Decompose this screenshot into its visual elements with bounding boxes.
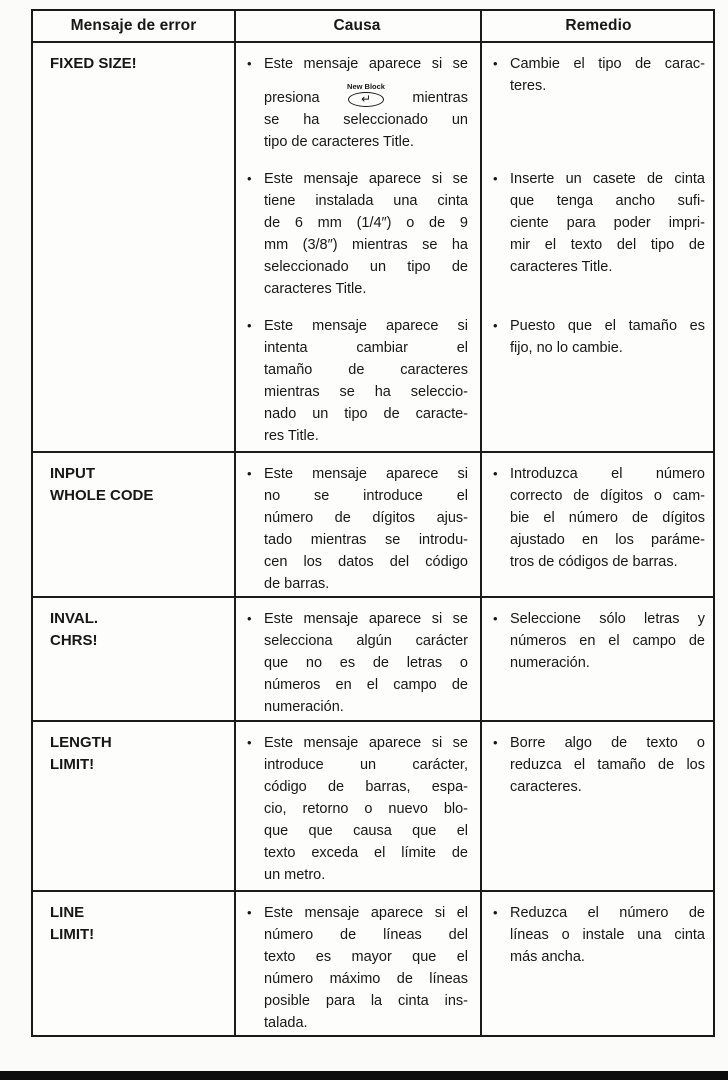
bullet-icon: •	[247, 318, 252, 333]
paragraph	[510, 732, 705, 886]
paragraph	[510, 608, 705, 718]
causa-cell	[234, 168, 480, 300]
text-line: Este mensaje aparece si se	[264, 56, 468, 72]
error-message-text: CHRS!	[50, 632, 98, 649]
text-line: Este mensaje aparece si se	[264, 735, 468, 751]
text-line: Inserte un casete de cinta	[510, 171, 705, 187]
cause-remedy-group	[234, 732, 713, 886]
text-line: mientras se ha seleccio-	[264, 384, 468, 400]
bullet-icon: •	[493, 905, 498, 920]
row-content	[234, 598, 713, 718]
text-line: tipo de caracteres Title.	[264, 134, 414, 150]
error-message-cell	[33, 598, 234, 652]
table-row	[33, 451, 713, 596]
text-line: número máximo de líneas	[264, 971, 468, 987]
causa-cell	[234, 315, 480, 447]
table-row	[33, 43, 713, 451]
error-message-cell	[33, 892, 234, 946]
causa-cell	[234, 463, 480, 595]
key-line-pre-text: presiona	[264, 90, 320, 106]
text-line: numeración.	[510, 655, 590, 671]
text-line: se ha seleccionado un	[264, 112, 468, 128]
remedio-cell	[480, 315, 717, 447]
table-row	[33, 596, 713, 720]
bullet-icon: •	[247, 171, 252, 186]
table-header-row	[33, 11, 713, 43]
paragraph	[510, 168, 705, 300]
new-block-key-label: New Block	[347, 82, 385, 91]
text-line: que tenga ancho sufi-	[510, 193, 705, 209]
paragraph	[510, 315, 705, 447]
text-line: Cambie el tipo de carac-	[510, 56, 705, 72]
remedio-cell	[480, 53, 717, 153]
column-divider	[234, 596, 236, 722]
remedio-cell	[480, 732, 717, 886]
text-line: un metro.	[264, 867, 326, 883]
column-header-remedio: Remedio	[565, 17, 632, 34]
column-header-mensaje-de-error: Mensaje de error	[70, 17, 197, 34]
row-content	[234, 43, 713, 447]
column-divider	[480, 720, 482, 892]
remedio-cell	[480, 168, 717, 300]
paragraph	[510, 902, 705, 1034]
return-key-icon: ↵	[348, 92, 384, 107]
text-line: cen los datos del código	[264, 554, 468, 570]
column-divider	[234, 9, 236, 43]
text-line: Reduzca el número de	[510, 905, 705, 921]
text-line: cio, retorno o nuevo blo-	[264, 801, 468, 817]
error-message-text: INPUT	[50, 465, 95, 482]
error-message-text: WHOLE CODE	[50, 487, 154, 504]
text-line: Borre algo de texto o	[510, 735, 705, 751]
text-line: numeración.	[264, 699, 344, 715]
text-line: seleccionado un tipo de	[264, 259, 468, 275]
row-content	[234, 892, 713, 1034]
text-line: tros de códigos de barras.	[510, 554, 678, 570]
text-line: res Title.	[264, 428, 319, 444]
column-divider	[234, 41, 236, 453]
error-message-text: LIMIT!	[50, 926, 95, 943]
text-line: talada.	[264, 1015, 308, 1031]
bullet-icon: •	[493, 735, 498, 750]
text-line: mir el texto del tipo de	[510, 237, 705, 253]
text-line: ciente para poder impri-	[510, 215, 705, 231]
paragraph	[264, 608, 468, 718]
text-line: no se introduce el	[264, 488, 468, 504]
cause-remedy-group	[234, 902, 713, 1034]
text-line: Este mensaje aparece si se	[264, 171, 468, 187]
causa-cell	[234, 608, 480, 718]
paragraph	[264, 168, 468, 300]
table-row	[33, 890, 713, 1035]
text-line: reduzca el tamaño de los	[510, 757, 705, 773]
bullet-icon: •	[247, 56, 252, 71]
row-content	[234, 722, 713, 886]
error-message-text: INVAL.	[50, 610, 99, 627]
text-line: números en el campo de	[510, 633, 705, 649]
text-line: introduce un carácter,	[264, 757, 468, 773]
table-body	[33, 43, 713, 1035]
text-line: intenta cambiar el	[264, 340, 468, 356]
row-content	[234, 453, 713, 595]
text-line: Este mensaje aparece si el	[264, 905, 468, 921]
column-divider	[480, 890, 482, 1037]
column-divider	[234, 890, 236, 1037]
text-line: selecciona algún carácter	[264, 633, 468, 649]
column-divider	[234, 451, 236, 598]
text-line: números en el campo de	[264, 677, 468, 693]
text-line: líneas o instale una cinta	[510, 927, 705, 943]
bullet-icon: •	[493, 466, 498, 481]
text-line: que no es de letras o	[264, 655, 468, 671]
remedio-cell	[480, 463, 717, 595]
page-bottom-rule	[0, 1071, 728, 1080]
column-divider	[480, 41, 482, 453]
error-message-cell	[33, 453, 234, 507]
causa-cell	[234, 53, 480, 153]
bullet-icon: •	[247, 735, 252, 750]
text-line: texto exceda el límite de	[264, 845, 468, 861]
paragraph	[264, 463, 468, 595]
text-line: ajustado en los paráme-	[510, 532, 705, 548]
error-message-table	[31, 9, 715, 1037]
paragraph	[510, 53, 705, 153]
text-line: teres.	[510, 78, 547, 94]
bullet-icon: •	[493, 611, 498, 626]
cause-remedy-group	[234, 315, 713, 447]
text-line: posible para la cinta ins-	[264, 993, 468, 1009]
cause-remedy-group	[234, 463, 713, 595]
paragraph	[264, 732, 468, 886]
paragraph	[264, 53, 468, 153]
text-line: texto es mayor que el	[264, 949, 468, 965]
remedio-cell	[480, 902, 717, 1034]
text-line: que que causa que el	[264, 823, 468, 839]
text-line: nado un tipo de caracte-	[264, 406, 468, 422]
causa-key-line	[264, 75, 468, 109]
text-line: Seleccione sólo letras y	[510, 611, 705, 627]
column-divider	[480, 451, 482, 598]
causa-cell	[234, 902, 480, 1034]
paragraph	[510, 463, 705, 595]
cause-remedy-group	[234, 168, 713, 300]
column-header-causa: Causa	[333, 17, 381, 34]
table-row	[33, 720, 713, 890]
text-line: tamaño de caracteres	[264, 362, 468, 378]
text-line: Introduzca el número	[510, 466, 705, 482]
text-line: número de líneas del	[264, 927, 468, 943]
error-message-text: FIXED SIZE!	[50, 55, 137, 72]
bullet-icon: •	[493, 171, 498, 186]
text-line: caracteres Title.	[510, 259, 613, 275]
error-message-cell	[33, 43, 234, 75]
error-message-text: LENGTH	[50, 734, 112, 751]
column-divider	[234, 720, 236, 892]
text-line: de barras.	[264, 576, 330, 592]
key-line-post-text: mientras	[412, 90, 468, 106]
text-line: caracteres.	[510, 779, 582, 795]
text-line: más ancha.	[510, 949, 585, 965]
text-line: de 6 mm (1/4″) o de 9	[264, 215, 468, 231]
cause-remedy-group	[234, 608, 713, 718]
text-line: correcto de dígitos o cam-	[510, 488, 705, 504]
text-line: número de dígitos ajus-	[264, 510, 468, 526]
column-divider	[480, 9, 482, 43]
text-line: mm (3/8″) mientras se ha	[264, 237, 468, 253]
bullet-icon: •	[247, 905, 252, 920]
paragraph	[264, 315, 468, 447]
text-line: Este mensaje aparece si	[264, 318, 468, 334]
text-line: Este mensaje aparece si	[264, 466, 468, 482]
text-line: fijo, no lo cambie.	[510, 340, 623, 356]
error-message-cell	[33, 722, 234, 776]
error-message-text: LINE	[50, 904, 85, 921]
text-line: tiene instalada una cinta	[264, 193, 468, 209]
causa-cell	[234, 732, 480, 886]
text-line: bie el número de dígitos	[510, 510, 705, 526]
bullet-icon: •	[247, 466, 252, 481]
bullet-icon: •	[493, 56, 498, 71]
bullet-icon: •	[247, 611, 252, 626]
bullet-icon: •	[493, 318, 498, 333]
text-line: código de barras, espa-	[264, 779, 468, 795]
text-line: tado mientras se introdu-	[264, 532, 468, 548]
text-line: caracteres Title.	[264, 281, 367, 297]
text-line: Este mensaje aparece si se	[264, 611, 468, 627]
remedio-cell	[480, 608, 717, 718]
error-message-text: LIMIT!	[50, 756, 95, 773]
text-line: Puesto que el tamaño es	[510, 318, 705, 334]
cause-remedy-group	[234, 53, 713, 153]
new-block-key	[347, 82, 385, 107]
paragraph	[264, 902, 468, 1034]
column-divider	[480, 596, 482, 722]
